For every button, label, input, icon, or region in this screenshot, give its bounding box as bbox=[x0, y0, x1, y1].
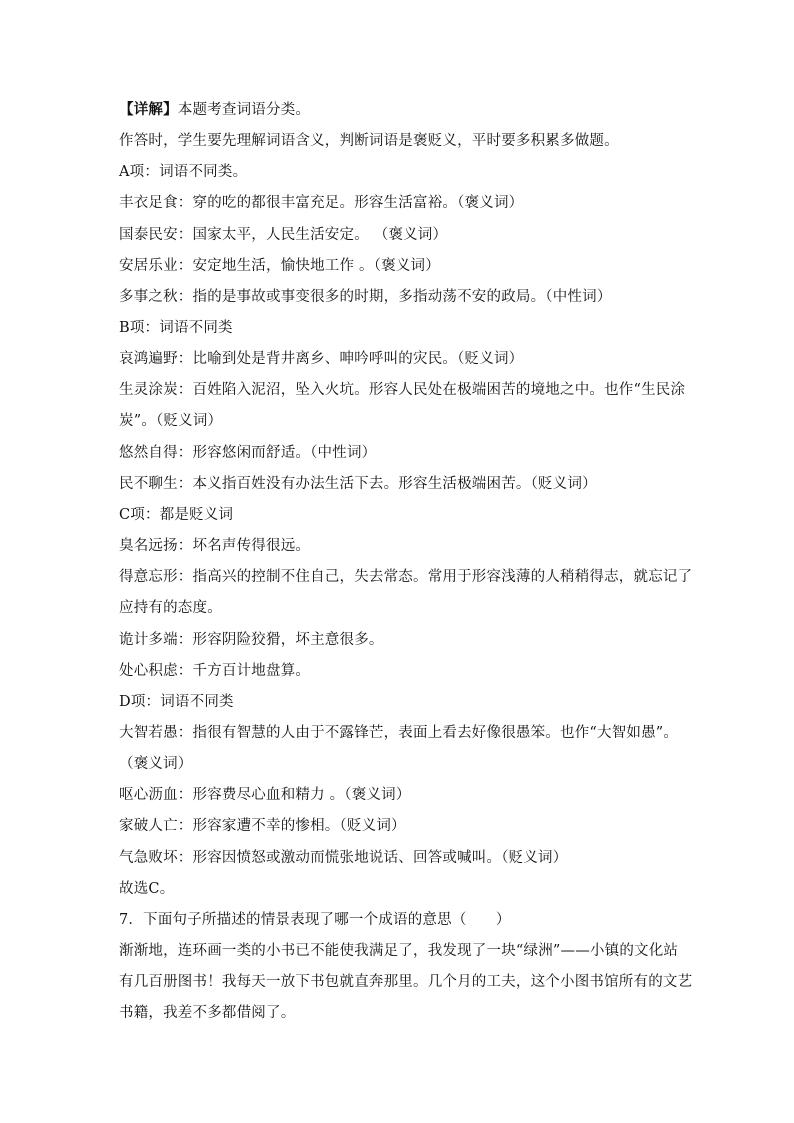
definition-line: 大智若愚：指很有智慧的人由于不露锋芒，表面上看去好像很愚笨。也作“大智如愚”。 bbox=[119, 725, 679, 741]
definition-line: 生灵涂炭：百姓陷入泥沼，坠入火坑。形容人民处在极端困苦的境地之中。也作“生民涂 bbox=[119, 382, 686, 398]
continuation-line: （褒义词） bbox=[119, 756, 193, 772]
definition-line: 得意忘形：指高兴的控制不住自己，失去常态。常用于形容浅薄的人稍稍得志，就忘记了 bbox=[119, 569, 693, 585]
definition-line: 哀鸿遍野：比喻到处是背井离乡、呻吟呼叫的灾民。（贬义词） bbox=[119, 351, 524, 367]
option-c-header: C项：都是贬义词 bbox=[119, 507, 234, 523]
detail-text: 本题考查词语分类。 bbox=[177, 102, 311, 118]
definition-line: 臭名远扬：坏名声传得很远。 bbox=[119, 538, 311, 554]
definition-line: 安居乐业：安定地生活，愉快地工作 。（褒义词） bbox=[119, 258, 440, 274]
definition-line: 处心积虑：千方百计地盘算。 bbox=[119, 663, 311, 679]
definition-line: 悠然自得：形容悠闲而舒适。（中性词） bbox=[119, 445, 377, 461]
continuation-line: 炭”。（贬义词） bbox=[119, 413, 223, 429]
option-a-header: A项：词语不同类。 bbox=[119, 164, 248, 180]
paragraph-line: 作答时，学生要先理解词语含义，判断词语是褒贬义，平时要多积累多做题。 bbox=[119, 133, 619, 149]
passage-line: 渐渐地，连环画一类的小书已不能使我满足了，我发现了一块“绿洲”——小镇的文化站 bbox=[119, 943, 679, 959]
definition-line: 诡计多端：形容阴险狡猾，坏主意很多。 bbox=[119, 632, 384, 648]
passage-line: 有几百册图书！我每天一放下书包就直奔那里。几个月的工夫，这个小图书馆所有的文艺 bbox=[119, 974, 693, 990]
answer-line: 故选C。 bbox=[119, 881, 175, 897]
question-stem: 7．下面句子所描述的情景表现了哪一个成语的意思（ ） bbox=[119, 912, 511, 928]
definition-line: 丰衣足食：穿的吃的都很丰富充足。形容生活富裕。（褒义词） bbox=[119, 195, 524, 211]
definition-line: 国泰民安：国家太平，人民生活安定。 （褒义词） bbox=[119, 227, 448, 243]
definition-line: 气急败坏：形容因愤怒或激动而慌张地说话、回答或喊叫。（贬义词） bbox=[119, 850, 568, 866]
definition-line: 家破人亡：形容家遭不幸的惨相。（贬义词） bbox=[119, 818, 406, 834]
option-b-header: B项：词语不同类 bbox=[119, 320, 233, 336]
passage-line: 书籍，我差不多都借阅了。 bbox=[119, 1005, 296, 1021]
definition-line: 多事之秋：指的是事故或事变很多的时期，多指动荡不安的政局。（中性词） bbox=[119, 289, 612, 305]
continuation-line: 应持有的态度。 bbox=[119, 600, 222, 616]
definition-line: 呕心沥血：形容费尽心血和精力 。（褒义词） bbox=[119, 787, 411, 803]
detail-heading-line bbox=[119, 100, 679, 120]
definition-line: 民不聊生：本义指百姓没有办法生活下去。形容生活极端困苦。（贬义词） bbox=[119, 476, 597, 492]
detail-label: 【详解】 bbox=[119, 101, 178, 118]
option-d-header: D项：词语不同类 bbox=[119, 694, 234, 710]
